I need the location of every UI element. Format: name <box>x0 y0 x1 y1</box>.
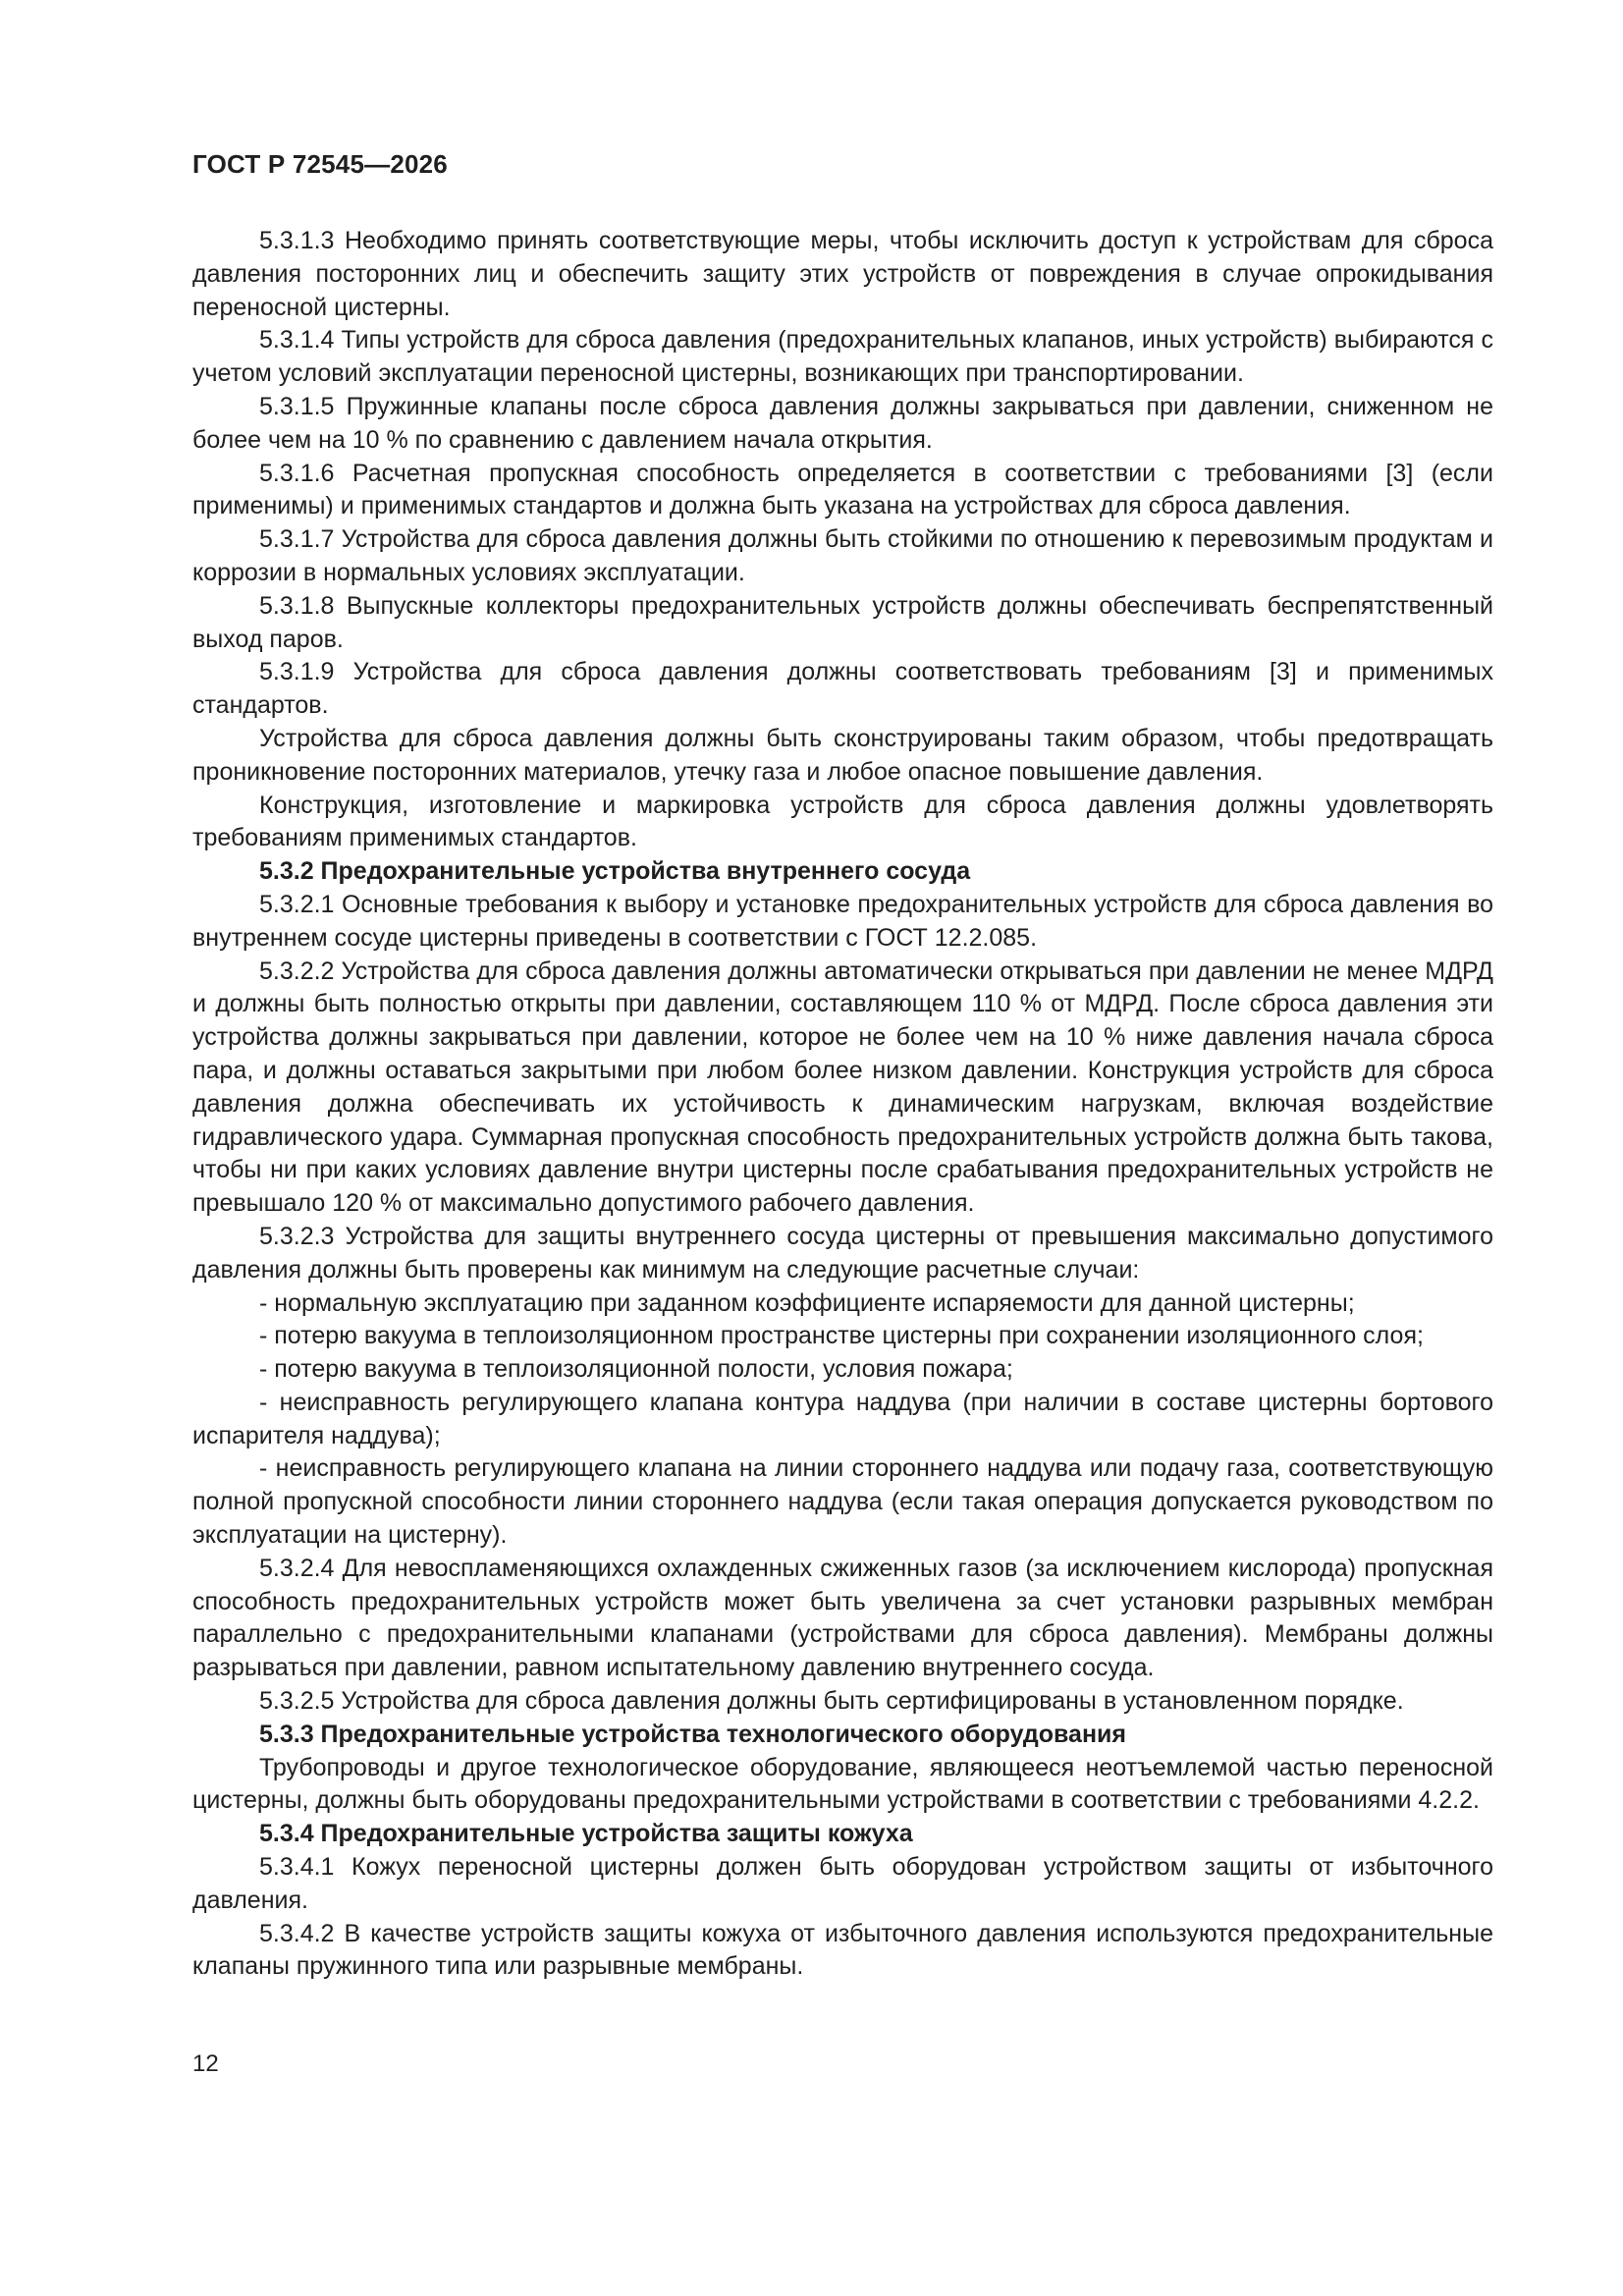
document-body <box>192 225 1493 1984</box>
paragraph: 5.3.2.4 Для невоспламеняющихся охлажденных сжиженных газов (за исключением кислорода) пропускная способность предохранительных устройств может быть увеличена за счет установки разрывных мембран параллельно с предохранительными клапанами (устройствами для сброса давления). Мембраны должны разрываться при давлении, равном испытательному давлению внутреннего сосуда. <box>192 1554 1493 1682</box>
section-heading: 5.3.3 Предохранительные устройства технологического оборудования <box>259 1720 1126 1748</box>
paragraph: 5.3.2.2 Устройства для сброса давления должны автоматически открываться при давлении не менее МДРД и должны быть полностью открыты при давлении, составляющем 110 % от МДРД. После сброса давления эти устройства должны закрываться при давлении, которое не более чем на 10 % ниже давления начала сброса пара, и должны оставаться закрытыми при любом более низком давлении. Конструкция устройств для сброса давления должна обеспечивать их устойчивость к динамическим нагрузкам, включая воздействие гидравлического удара. Суммарная пропускная способность предохранительных устройств должна быть такова, чтобы ни при каких условиях давление внутри цистерны после срабатывания предохранительных устройств не превышало 120 % от максимально допустимого рабочего давления. <box>192 957 1493 1218</box>
paragraph: 5.3.2.3 Устройства для защиты внутреннего сосуда цистерны от превышения максимально допустимого давления должны быть проверены как минимум на следующие расчетные случаи: <box>192 1222 1493 1284</box>
list-item: - нормальную эксплуатацию при заданном коэффициенте испаряемости для данной цистерны; <box>259 1288 1355 1317</box>
paragraph: 5.3.1.8 Выпускные коллекторы предохранительных устройств должны обеспечивать беспрепятственный выход паров. <box>192 591 1493 653</box>
paragraph: 5.3.1.6 Расчетная пропускная способность определяется в соответствии с требованиями [3] (если применимы) и применимых стандартов и должна быть указана на устройствах для сброса давления. <box>192 459 1493 520</box>
paragraph: Устройства для сброса давления должны быть сконструированы таким образом, чтобы предотвращать проникновение посторонних материалов, утечку газа и любое опасное повышение давления. <box>192 724 1493 786</box>
paragraph: 5.3.1.3 Необходимо принять соответствующие меры, чтобы исключить доступ к устройствам для сброса давления посторонних лиц и обеспечить защиту этих устройств от повреждения в случае опрокидывания переносной цистерны. <box>192 227 1493 321</box>
paragraph: Трубопроводы и другое технологическое оборудование, являющееся неотъемлемой частью переносной цистерны, должны быть оборудованы предохранительными устройствами в соответствии с требованиями 4.2.2. <box>192 1753 1493 1815</box>
section-heading: 5.3.2 Предохранительные устройства внутреннего сосуда <box>259 857 971 886</box>
page-number: 12 <box>192 2050 219 2077</box>
paragraph: 5.3.4.1 Кожух переносной цистерны должен быть оборудован устройством защиты от избыточного давления. <box>192 1853 1493 1914</box>
list-item: - потерю вакуума в теплоизоляционном пространстве цистерны при сохранении изоляционного слоя; <box>259 1322 1424 1350</box>
section-heading: 5.3.4 Предохранительные устройства защиты кожуха <box>259 1820 913 1848</box>
paragraph: 5.3.2.5 Устройства для сброса давления должны быть сертифицированы в установленном порядке. <box>259 1687 1404 1716</box>
list-item: - потерю вакуума в теплоизоляционной полости, условия пожара; <box>259 1355 1013 1384</box>
paragraph: 5.3.1.9 Устройства для сброса давления должны соответствовать требованиям [3] и применимых стандартов. <box>192 658 1493 720</box>
list-item: - неисправность регулирующего клапана на линии стороннего наддува или подачу газа, соответствующую полной пропускной способности линии стороннего наддува (если такая операция допускается руководством по эксплуатации на цистерну). <box>192 1454 1493 1550</box>
paragraph: 5.3.1.4 Типы устройств для сброса давления (предохранительных клапанов, иных устройств) выбираются с учетом условий эксплуатации переносной цистерны, возникающих при транспортировании. <box>192 326 1493 388</box>
document-header: ГОСТ Р 72545—2026 <box>192 149 448 179</box>
paragraph: 5.3.2.1 Основные требования к выбору и установке предохранительных устройств для сброса давления во внутреннем сосуде цистерны приведены в соответствии с ГОСТ 12.2.085. <box>192 890 1493 952</box>
paragraph: 5.3.1.5 Пружинные клапаны после сброса давления должны закрываться при давлении, сниженном не более чем на 10 % по сравнению с давлением начала открытия. <box>192 392 1493 454</box>
list-item: - неисправность регулирующего клапана контура наддува (при наличии в составе цистерны бортового испарителя наддува); <box>192 1388 1493 1449</box>
paragraph: Конструкция, изготовление и маркировка устройств для сброса давления должны удовлетворять требованиям применимых стандартов. <box>192 791 1493 852</box>
paragraph: 5.3.1.7 Устройства для сброса давления должны быть стойкими по отношению к перевозимым продуктам и коррозии в нормальных условиях эксплуатации. <box>192 525 1493 586</box>
paragraph: 5.3.4.2 В качестве устройств защиты кожуха от избыточного давления используются предохранительные клапаны пружинного типа или разрывные мембраны. <box>192 1919 1493 1981</box>
